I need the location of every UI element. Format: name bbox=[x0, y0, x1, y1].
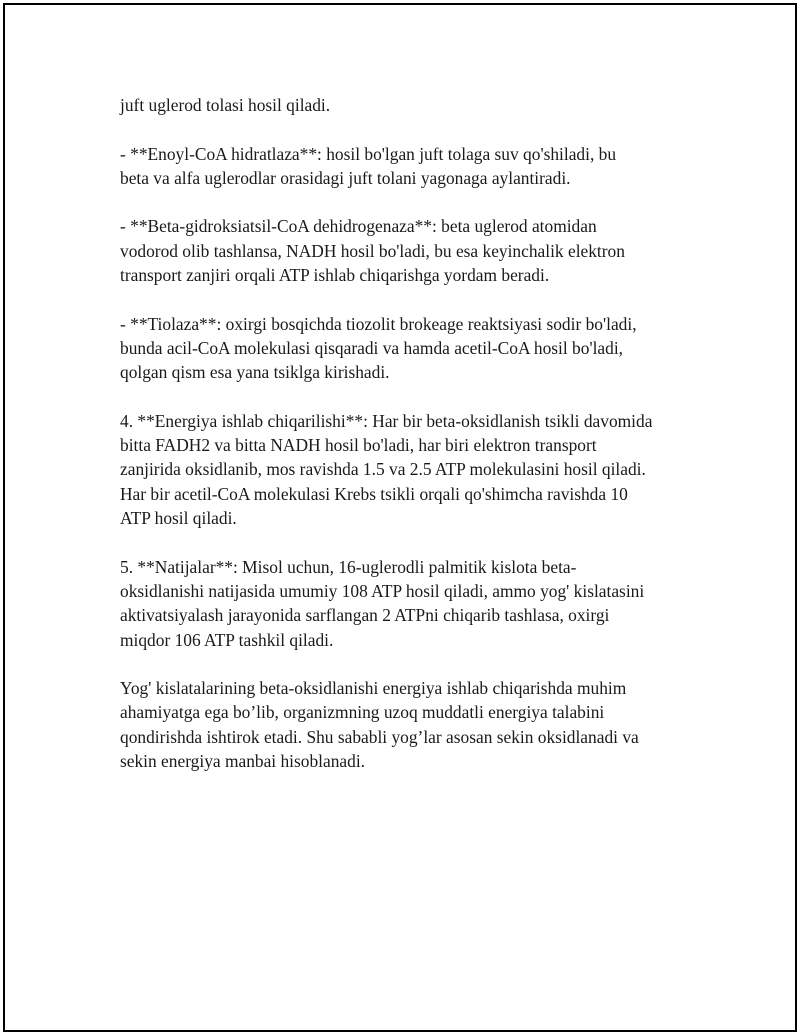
paragraph-conclusion: Yog' kislatalarining beta-oksidlanishi energiya ishlab chiqarishda muhim ahamiyatga ega bo’lib, organizmning uzoq muddatli energiya talabini qondirishda ishtirok etadi. Shu sababli yog’lar asosan sekin oksidlanadi va sekin energiya manbai hisoblanadi. bbox=[120, 678, 639, 772]
paragraph-thiolase: - **Tiolaza**: oxirgi bosqichda tiozolit brokeage reaktsiyasi sodir bo'ladi, bunda acil-CoA molekulasi qisqaradi va hamda acetil-CoA hosil bo'ladi, qolgan qism esa yana tsiklga kirishadi. bbox=[120, 313, 637, 383]
paragraph-energy-production: 4. **Energiya ishlab chiqarilishi**: Har bir beta-oksidlanish tsikli davomida bitta FADH2 va bitta NADH hosil bo'ladi, har biri elektron transport zanjirida oksidlanib, mos ravishda 1.5 va 2.5 ATP molekulasini hosil qiladi. Har bir acetil-CoA molekulasi Krebs tsikli orqali qo'shimcha ravishda 10 ATP hosil qiladi. bbox=[120, 410, 653, 529]
document-body bbox=[120, 93, 700, 798]
paragraph-beta-hydroxyacyl-coa-dehydrogenase: - **Beta-gidroksiatsil-CoA dehidrogenaza**: beta uglerod atomidan vodorod olib tashlansa, NADH hosil bo'ladi, bu esa keyinchalik elektron transport zanjiri orqali ATP ishlab chiqarishga yordam beradi. bbox=[120, 216, 625, 286]
document-page bbox=[3, 3, 797, 1032]
paragraph-results: 5. **Natijalar**: Misol uchun, 16-uglerodli palmitik kislota beta- oksidlanishi natijasida umumiy 108 ATP hosil qiladi, ammo yog' kislatasini aktivatsiyalash jarayonida sarflangan 2 ATPni chiqarib tashlasa, oxirgi miqdor 106 ATP tashkil qiladi. bbox=[120, 556, 645, 650]
paragraph-enoyl-coa-hydratase: - **Enoyl-CoA hidratlaza**: hosil bo'lgan juft tolaga suv qo'shiladi, bu beta va alfa uglerodlar orasidagi juft tolani yagonaga aylantiradi. bbox=[120, 143, 617, 188]
paragraph-continuation: juft uglerod tolasi hosil qiladi. bbox=[120, 95, 331, 115]
